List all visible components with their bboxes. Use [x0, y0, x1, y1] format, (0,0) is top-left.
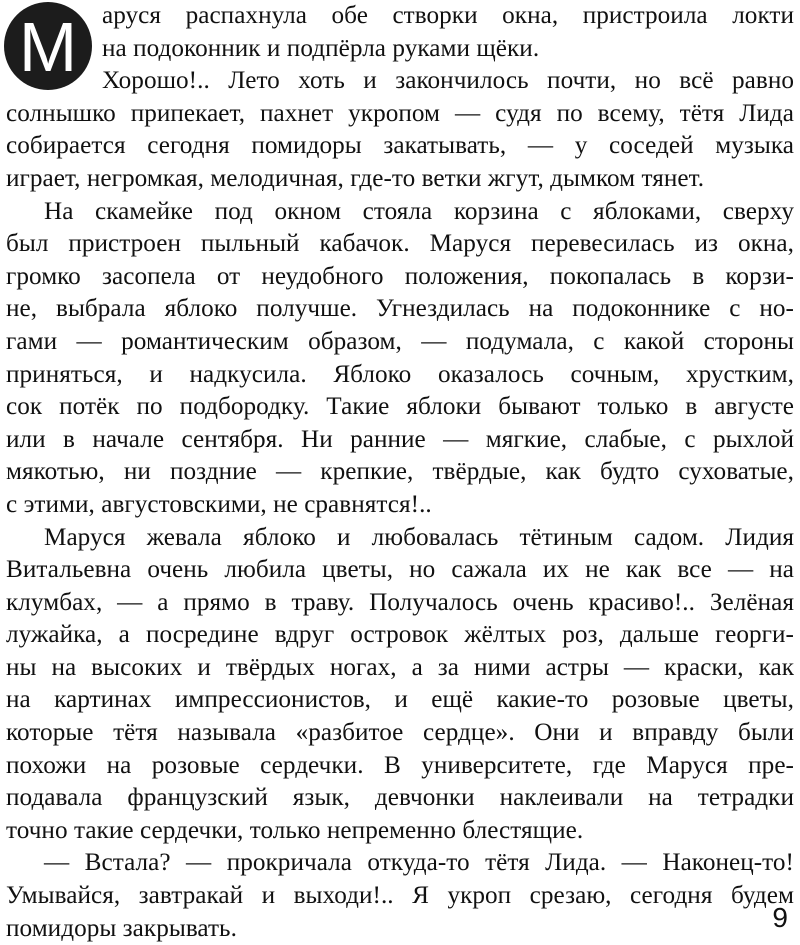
- text-line: громко засопела от неудобного положения, покопалась в корзи-: [6, 262, 794, 290]
- text-line: На скамейке под окном стояла корзина с яблоками, сверху: [44, 197, 794, 225]
- text-line: на картинах импрессионистов, и ещё какие-то розовые цветы,: [6, 686, 794, 714]
- text-line: гами — романтическим образом, — подумала, с какой стороны: [6, 327, 794, 355]
- text-line: сок потёк по подбородку. Такие яблоки бывают только в августе: [6, 393, 794, 421]
- text-line: аруся распахнула обе створки окна, пристроила локти: [102, 2, 794, 29]
- text-line: Умывайся, завтракай и выходи!.. Я укроп срезаю, сегодня будем: [6, 882, 794, 910]
- text-line: солнышко припекает, пахнет укропом — судя по всему, тётя Лида: [6, 99, 794, 127]
- text-line: похожи на розовые сердечки. В университете, где Маруся пре-: [6, 751, 794, 779]
- text-line: клумбах, — а прямо в траву. Получалось очень красиво!.. Зелёная: [6, 588, 794, 616]
- text-line: играет, негромкая, мелодичная, где-то ветки жгут, дымком тянет.: [6, 164, 705, 192]
- paragraph-1: [6, 0, 794, 65]
- drop-cap-letter: М: [18, 8, 78, 86]
- text-line: Витальевна очень любила цветы, но сажала их не как все — на: [6, 556, 794, 584]
- drop-cap: [4, 2, 92, 90]
- text-line: собирается сегодня помидоры закатывать, — у соседей музыка: [6, 132, 794, 160]
- text-line: был пристроен пыльный кабачок. Маруся перевесилась из окна,: [6, 230, 794, 258]
- text-line: которые тётя называла «разбитое сердце». Они и вправду были: [6, 719, 794, 747]
- paragraph-5: [6, 847, 794, 945]
- text-line: на подоконник и подпёрла руками щёки.: [102, 34, 540, 62]
- text-line: не, выбрала яблоко получше. Угнездилась на подоконнике с но-: [6, 295, 794, 323]
- text-line: Маруся жевала яблоко и любовалась тётиным садом. Лидия: [44, 523, 794, 551]
- text-line: мякотью, ни поздние — крепкие, твёрдые, как будто суховатые,: [6, 458, 794, 486]
- text-line: — Встала? — прокричала откуда-то тётя Лида. — Наконец-то!: [44, 849, 794, 877]
- text-line: подавала французский язык, девчонки наклеивали на тетрадки: [6, 784, 794, 812]
- paragraph-2: [6, 65, 794, 195]
- text-line: с этими, августовскими, не сравнятся!..: [6, 490, 432, 518]
- text-line: приняться, и надкусила. Яблоко оказалось сочным, хрустким,: [6, 360, 794, 388]
- text-line: Хорошо!.. Лето хоть и закончилось почти, но всё равно: [102, 67, 794, 95]
- text-line: точно такие сердечки, только непременно блестящие.: [6, 816, 584, 844]
- text-line: ны на высоких и твёрдых ногах, а за ними астры — краски, как: [6, 653, 794, 681]
- paragraph-3: [6, 196, 794, 522]
- paragraph-4: [6, 522, 794, 848]
- text-line: лужайка, а посредине вдруг островок жёлтых роз, дальше георги-: [6, 621, 794, 649]
- text-line: или в начале сентября. Ни ранние — мягкие, слабые, с рыхлой: [6, 425, 794, 453]
- text-line: помидоры закрывать.: [6, 914, 237, 942]
- page-number: 9: [772, 902, 788, 933]
